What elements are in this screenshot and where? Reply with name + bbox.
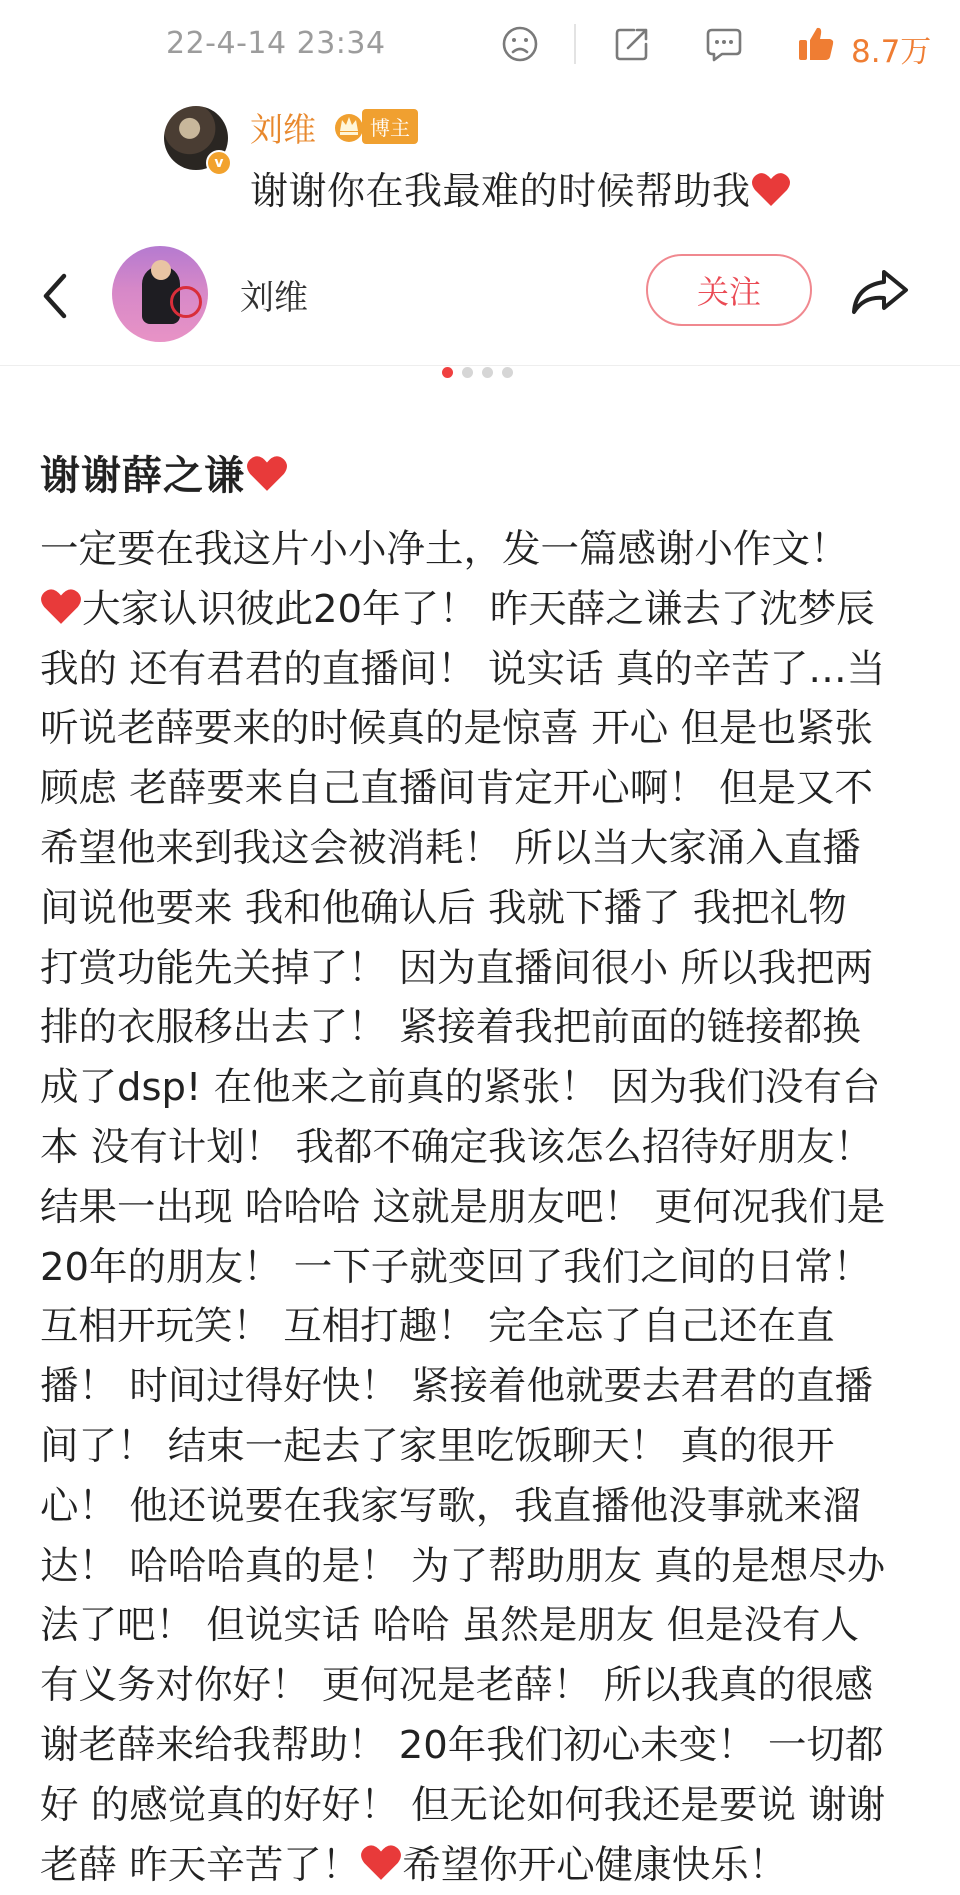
article-line [40,1297,935,1357]
meta-separator [574,24,576,64]
carousel-dot[interactable] [442,367,453,378]
article-line [40,1238,935,1298]
article-line-text: 20年的朋友！ 一下子就变回了我们之间的日常！ [40,1244,872,1290]
article-title [40,444,289,501]
thumbs-up-icon[interactable] [796,24,836,64]
comment-timestamp: 22-4-14 23:34 [166,26,386,61]
comment-meta-row [0,0,960,92]
article-line-text: 法了吧！ 但说实话 哈哈 虽然是朋友 但是没有人 [40,1603,859,1649]
article-line-text: 听说老薛要来的时候真的是惊喜 开心 但是也紧张 [40,706,873,752]
article-title-text: 谢谢薛之谦 [40,453,245,499]
blogger-tag: 博主 [362,109,418,144]
reply-text-content: 谢谢你在我最难的时候帮助我 [250,169,751,213]
article-line [40,1656,935,1716]
carousel-dot[interactable] [462,367,473,378]
article-line-text: 顾虑 老薛要来自己直播间肯定开心啊！ 但是又不 [40,766,873,812]
share-box-icon[interactable] [612,24,652,64]
article-line [40,1118,935,1178]
verified-icon: v [206,150,232,176]
article-line-text: 互相开玩笑！ 互相打趣！ 完全忘了自己还在直 [40,1304,835,1350]
article-line [40,759,935,819]
article-body [40,520,935,1895]
article-line-text: 排的衣服移出去了！ 紧接着我把前面的链接都换 [40,1005,861,1051]
carousel-dot[interactable] [482,367,493,378]
profile-avatar[interactable] [112,246,208,342]
header-divider [0,365,960,366]
article-line-text: 达！ 哈哈哈真的是！ 为了帮助朋友 真的是想尽办 [40,1543,886,1589]
heart-emoji-icon [751,170,791,208]
heart-emoji-icon [245,453,289,493]
back-arrow-icon[interactable] [36,268,76,324]
article-line [40,1417,935,1477]
profile-name[interactable]: 刘维 [240,278,308,318]
article-line [40,580,935,640]
reply-text [250,160,791,215]
article-line [40,1058,935,1118]
share-arrow-icon[interactable] [850,266,910,318]
carousel-indicator [442,367,513,378]
article-line [40,1537,935,1597]
crown-icon [332,109,366,143]
article-line [40,1596,935,1656]
article-line [40,998,935,1058]
reply-author-name[interactable]: 刘维 [250,110,316,149]
heart-emoji-icon [40,586,82,626]
article-line-text: 一定要在我这片小小净土，发一篇感谢小作文！ [40,527,849,572]
comment-icon[interactable] [704,24,744,64]
article-line-text: 好 的感觉真的好好！ 但无论如何我还是要说 谢谢 [40,1782,886,1828]
article-line-text: 大家认识彼此20年了！ 昨天薛之谦去了沈梦辰 [82,586,875,632]
article-line [40,1178,935,1238]
article-line-text: 间说他要来 我和他确认后 我就下播了 我把礼物 [40,885,847,931]
article-line-text: 老薛 昨天辛苦了！ [40,1842,361,1888]
article-line [40,1716,935,1776]
carousel-dot[interactable] [502,367,513,378]
article-line [40,520,935,580]
article-line-text: 打赏功能先关掉了！ 因为直播间很小 所以我把两 [40,945,873,991]
article-line-text: 有义务对你好！ 更何况是老薛！ 所以我真的很感 [40,1663,873,1709]
reply-avatar[interactable] [164,106,228,170]
article-line [40,939,935,999]
article-line-text: 成了dsp! 在他来之前真的紧张！ 因为我们没有台 [40,1065,881,1111]
article-line [40,640,935,700]
article-line [40,879,935,939]
article-line-text: 我的 还有君君的直播间！ 说实话 真的辛苦了…当 [40,646,886,692]
heart-emoji-icon [360,1842,402,1882]
article-line [40,1477,935,1537]
article-line-text: 希望他来到我这会被消耗！ 所以当大家涌入直播 [40,825,861,871]
article-line-text: 希望你开心健康快乐！ [402,1842,788,1888]
blogger-badge [332,106,418,146]
article-line [40,1836,935,1895]
sad-face-icon[interactable] [500,24,540,64]
article-line-text: 播！ 时间过得好快！ 紧接着他就要去君君的直播 [40,1364,873,1410]
like-count: 8.7万 [851,34,932,70]
article-line-text: 谢老薛来给我帮助！ 20年我们初心未变！ 一切都 [40,1722,884,1768]
article-line-text: 本 没有计划！ 我都不确定我该怎么招待好朋友！ [40,1124,873,1170]
article-line-text: 间了！ 结束一起去了家里吃饭聊天！ 真的很开 [40,1423,835,1469]
article-line [40,699,935,759]
article-line [40,1357,935,1417]
article-line-text: 结果一出现 哈哈哈 这就是朋友吧！ 更何况我们是 [40,1184,886,1230]
article-line-text: 心！ 他还说要在我家写歌，我直播他没事就来溜 [40,1483,861,1529]
article-line [40,819,935,879]
article-line [40,1776,935,1836]
follow-button[interactable]: 关注 [646,254,812,326]
